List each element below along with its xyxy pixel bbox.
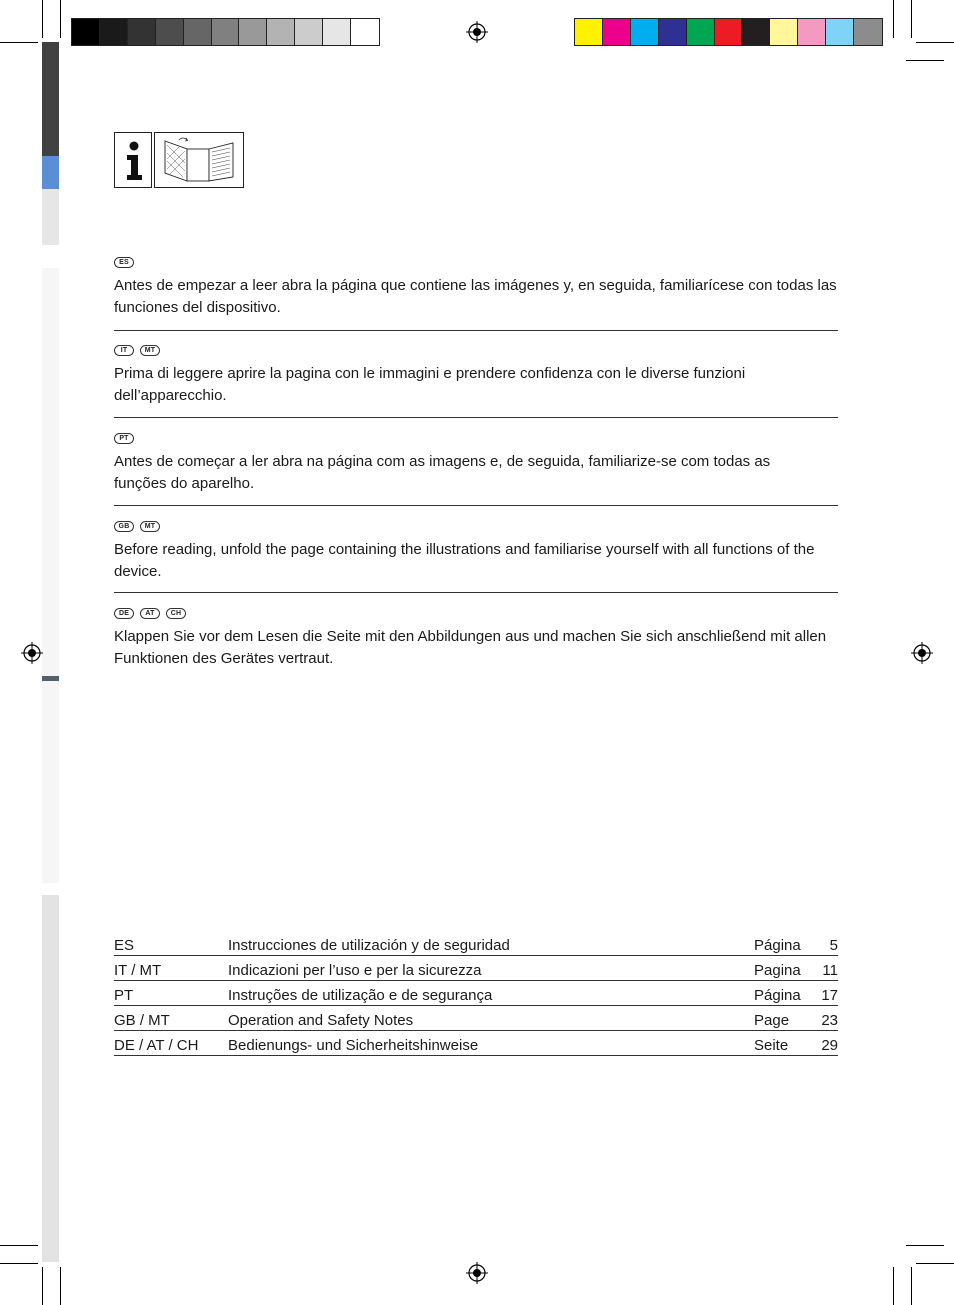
toc-language: PT bbox=[114, 981, 228, 1006]
color-swatch bbox=[295, 19, 323, 45]
color-swatch bbox=[575, 19, 603, 45]
registration-mark-icon bbox=[21, 642, 43, 664]
language-section-pt bbox=[114, 433, 838, 495]
toc-page-number: 11 bbox=[810, 956, 838, 981]
section-divider bbox=[114, 417, 838, 418]
side-strip-faint bbox=[42, 268, 59, 883]
color-swatch bbox=[212, 19, 240, 45]
section-divider bbox=[114, 330, 838, 331]
crop-mark bbox=[906, 1245, 944, 1246]
section-divider bbox=[114, 505, 838, 506]
toc-page-number: 17 bbox=[810, 981, 838, 1006]
color-swatch bbox=[715, 19, 743, 45]
registration-mark-icon bbox=[466, 1262, 488, 1284]
color-swatch bbox=[798, 19, 826, 45]
country-badge: PT bbox=[114, 433, 134, 444]
intro-text: Klappen Sie vor dem Lesen die Seite mit den Abbildungen aus und machen Sie sich anschließend mit allen Funktionen des Gerätes vertraut. bbox=[114, 628, 827, 667]
country-badge: GB bbox=[114, 521, 134, 532]
toc-title: Indicazioni per l’uso e per la sicurezza bbox=[228, 956, 754, 981]
color-swatch bbox=[826, 19, 854, 45]
toc-title: Bedienungs- und Sicherheitshinweise bbox=[228, 1031, 754, 1056]
color-swatch bbox=[323, 19, 351, 45]
country-badge: ES bbox=[114, 257, 134, 268]
toc-language: GB / MT bbox=[114, 1006, 228, 1031]
toc-title: Operation and Safety Notes bbox=[228, 1006, 754, 1031]
toc-page-word: Página bbox=[754, 981, 810, 1006]
color-bar bbox=[574, 18, 883, 46]
color-swatch bbox=[72, 19, 100, 45]
country-badges bbox=[114, 521, 838, 535]
crop-mark bbox=[911, 0, 912, 38]
crop-mark bbox=[893, 1267, 894, 1305]
registration-mark-icon bbox=[911, 642, 933, 664]
country-badges bbox=[114, 433, 838, 447]
crop-mark bbox=[916, 1263, 954, 1264]
color-swatch bbox=[770, 19, 798, 45]
toc-language: IT / MT bbox=[114, 956, 228, 981]
language-section-it-mt bbox=[114, 345, 838, 407]
color-swatch bbox=[239, 19, 267, 45]
toc-title: Instruções de utilização e de segurança bbox=[228, 981, 754, 1006]
registration-mark-icon bbox=[466, 21, 488, 43]
country-badge: MT bbox=[140, 345, 160, 356]
color-swatch bbox=[128, 19, 156, 45]
foldout-pages-icon bbox=[154, 132, 244, 188]
crop-mark bbox=[60, 1267, 61, 1305]
toc-page-number: 29 bbox=[810, 1031, 838, 1056]
toc-page-word: Seite bbox=[754, 1031, 810, 1056]
color-swatch bbox=[742, 19, 770, 45]
toc-row[interactable] bbox=[114, 931, 838, 956]
color-swatch bbox=[184, 19, 212, 45]
toc-page-word: Pagina bbox=[754, 956, 810, 981]
color-swatch bbox=[631, 19, 659, 45]
toc-row[interactable] bbox=[114, 981, 838, 1006]
crop-mark bbox=[0, 42, 38, 43]
toc-language: ES bbox=[114, 931, 228, 956]
country-badge: MT bbox=[140, 521, 160, 532]
color-swatch bbox=[659, 19, 687, 45]
info-icon bbox=[114, 132, 152, 188]
country-badges bbox=[114, 345, 838, 359]
country-badges bbox=[114, 257, 838, 271]
crop-mark bbox=[0, 1245, 38, 1246]
color-swatch bbox=[351, 19, 379, 45]
color-swatch bbox=[100, 19, 128, 45]
side-strip-bottom bbox=[42, 895, 59, 1262]
crop-mark bbox=[60, 0, 61, 38]
language-section-es bbox=[114, 257, 838, 319]
toc-page-number: 23 bbox=[810, 1006, 838, 1031]
country-badge: CH bbox=[166, 608, 186, 619]
country-badge: DE bbox=[114, 608, 134, 619]
color-swatch bbox=[687, 19, 715, 45]
side-strip-light bbox=[42, 189, 59, 245]
intro-text: Prima di leggere aprire la pagina con le immagini e prendere confidenza con le diverse funzioni dell’apparecchio. bbox=[114, 365, 746, 404]
toc-page-word: Página bbox=[754, 931, 810, 956]
color-swatch bbox=[156, 19, 184, 45]
intro-text: Antes de empezar a leer abra la página que contiene las imágenes y, en seguida, familiarícese con todas las funciones del dispositivo. bbox=[114, 277, 837, 316]
crop-mark bbox=[911, 1267, 912, 1305]
color-swatch bbox=[267, 19, 295, 45]
side-strip-dark bbox=[42, 42, 59, 156]
color-swatch bbox=[603, 19, 631, 45]
side-strip-mark bbox=[42, 676, 59, 681]
crop-mark bbox=[0, 1263, 38, 1264]
toc-page-word: Page bbox=[754, 1006, 810, 1031]
country-badges bbox=[114, 608, 838, 622]
country-badge: IT bbox=[114, 345, 134, 356]
country-badge: AT bbox=[140, 608, 160, 619]
intro-text: Antes de começar a ler abra na página com as imagens e, de seguida, familiarize-se com todas as funções do aparelho. bbox=[114, 453, 771, 492]
toc-title: Instrucciones de utilización y de seguridad bbox=[228, 931, 754, 956]
language-section-de-at-ch bbox=[114, 608, 838, 670]
table-of-contents bbox=[114, 931, 838, 1056]
color-swatch bbox=[854, 19, 882, 45]
toc-row[interactable] bbox=[114, 1031, 838, 1056]
crop-mark bbox=[42, 0, 43, 38]
crop-mark bbox=[916, 42, 954, 43]
grayscale-bar bbox=[71, 18, 380, 46]
toc-language: DE / AT / CH bbox=[114, 1031, 228, 1056]
crop-mark bbox=[906, 60, 944, 61]
section-divider bbox=[114, 592, 838, 593]
toc-row[interactable] bbox=[114, 1006, 838, 1031]
toc-page-number: 5 bbox=[810, 931, 838, 956]
side-strip-blue bbox=[42, 156, 59, 189]
language-section-gb-mt bbox=[114, 521, 838, 583]
intro-text: Before reading, unfold the page containing the illustrations and familiarise yourself with all functions of the device. bbox=[114, 541, 815, 580]
crop-mark bbox=[42, 1267, 43, 1305]
toc-row[interactable] bbox=[114, 956, 838, 981]
crop-mark bbox=[893, 0, 894, 38]
